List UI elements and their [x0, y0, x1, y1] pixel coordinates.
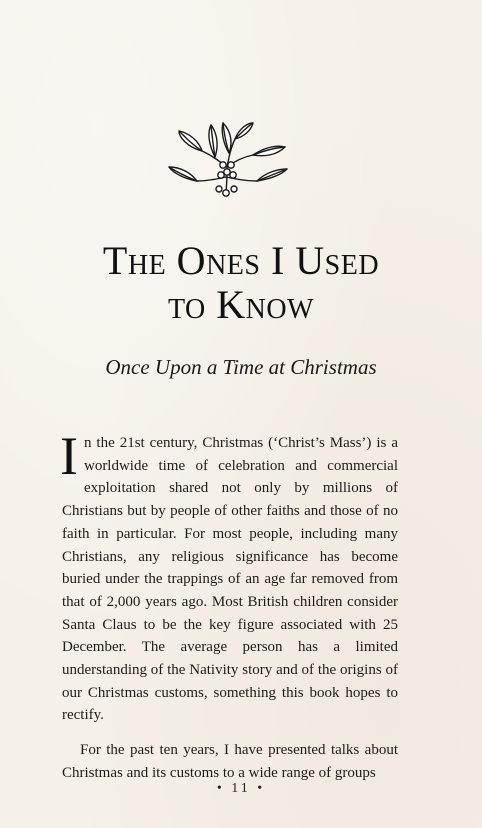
page-number: • 11 • — [216, 781, 266, 796]
chapter-title-line-2: to Know — [167, 282, 315, 327]
drop-cap: I — [60, 426, 78, 486]
body-text — [60, 426, 398, 785]
paragraph-1-text: n the 21st century, Christmas (‘Christ’s Mass’) is a worldwide time of celebration and commercial exploitation shared not only by millions of Christians but by people of other faiths and those of no faith in particular. For most people, including many Christians, any religious significance has become buried under the trappings of an age far removed from that of 2,000 years ago. Most British children consider Santa Claus to be the key figure associated with 25 December. The average person has a limited understanding of the Nativity story and of the origins of our Christmas customs, something this book hopes to rectify. — [62, 435, 398, 724]
chapter-subtitle: Once Upon a Time at Christmas — [105, 355, 377, 379]
chapter-title-line-1: The Ones I Used — [102, 238, 380, 283]
paragraph-1 — [60, 426, 398, 727]
paragraph-2: For the past ten years, I have presented talks about Christmas and its customs to a wide range of groups — [62, 742, 398, 781]
mistletoe-icon — [157, 117, 297, 217]
